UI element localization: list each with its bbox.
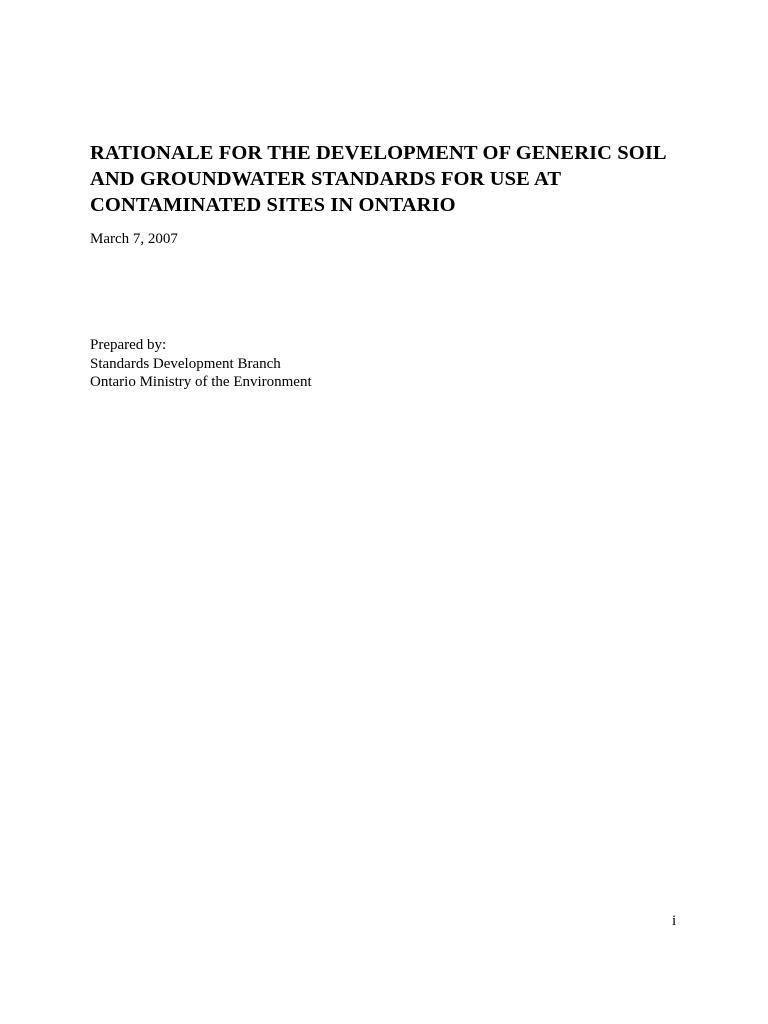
title-line: RATIONALE FOR THE DEVELOPMENT OF GENERIC SOIL <box>90 142 667 164</box>
page-number: i <box>672 913 677 929</box>
document-date: March 7, 2007 <box>90 231 178 247</box>
title-line: CONTAMINATED SITES IN ONTARIO <box>90 194 456 216</box>
document-title <box>90 140 710 218</box>
prepared-by-label: Prepared by: <box>90 337 167 353</box>
title-line: AND GROUNDWATER STANDARDS FOR USE AT <box>90 168 562 190</box>
prepared-by-branch: Standards Development Branch <box>90 355 281 372</box>
prepared-by-block <box>90 336 312 392</box>
prepared-by-ministry: Ontario Ministry of the Environment <box>90 374 312 390</box>
